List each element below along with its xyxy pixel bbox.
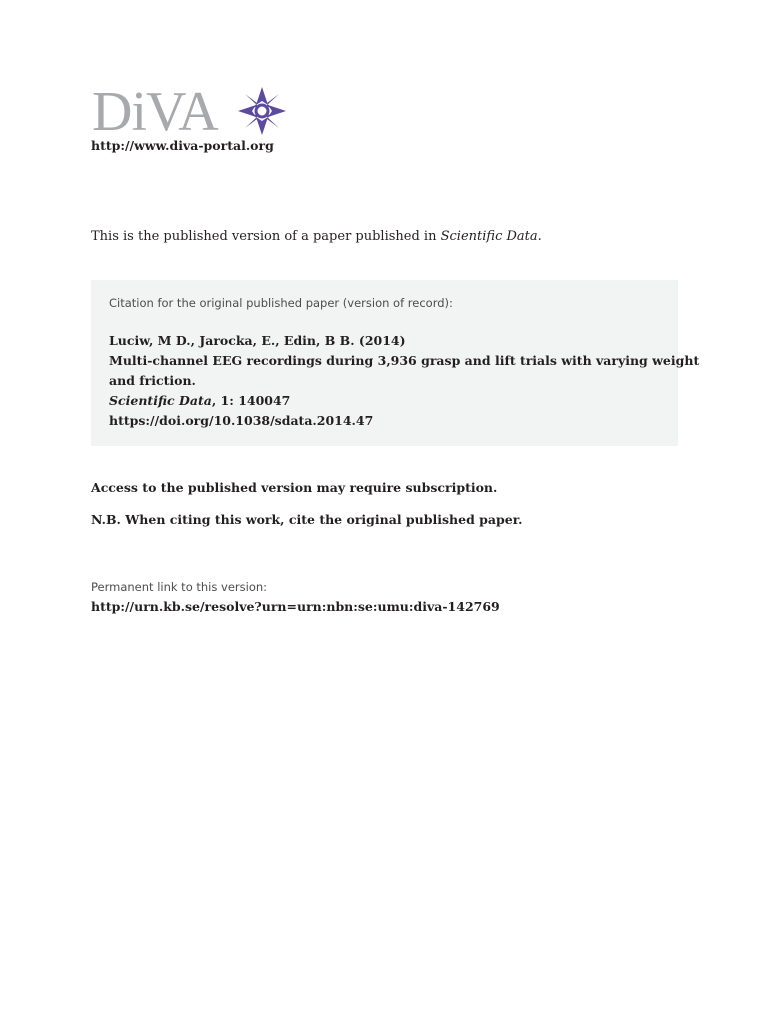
published-statement [91,229,542,244]
citation-label: Citation for the original published paper (version of record): [109,296,453,310]
access-note: Access to the published version may require subscription. [91,480,498,495]
citation-volume: , 1: 140047 [211,393,291,408]
citation-box [91,280,700,446]
site-url-link[interactable]: http://www.diva-portal.org [91,138,274,153]
nb-note: N.B. When citing this work, cite the original published paper. [91,512,523,527]
citation-authors: Luciw, M D., Jarocka, E., Edin, B B. (2014) [109,333,406,348]
citation-doi-link[interactable]: https://doi.org/10.1038/sdata.2014.47 [109,413,374,428]
citation-body [109,331,700,431]
citation-title-line1: Multi-channel EEG recordings during 3,936 grasp and lift trials with varying weight [109,353,700,368]
citation-title-line2: and friction. [109,373,196,388]
citation-journal: Scientific Data [109,393,212,408]
permanent-link-url[interactable]: http://urn.kb.se/resolve?urn=urn:nbn:se:umu:diva-142769 [91,599,500,614]
published-journal: Scientific Data [440,229,538,244]
diva-logo [92,81,292,143]
published-suffix: . [537,229,542,244]
permanent-link-label: Permanent link to this version: [91,580,268,594]
citation-journal-line [109,391,654,411]
published-prefix: This is the published version of a paper published in [91,229,441,244]
logo-text: DiVA [92,81,218,143]
star-icon [238,87,286,135]
